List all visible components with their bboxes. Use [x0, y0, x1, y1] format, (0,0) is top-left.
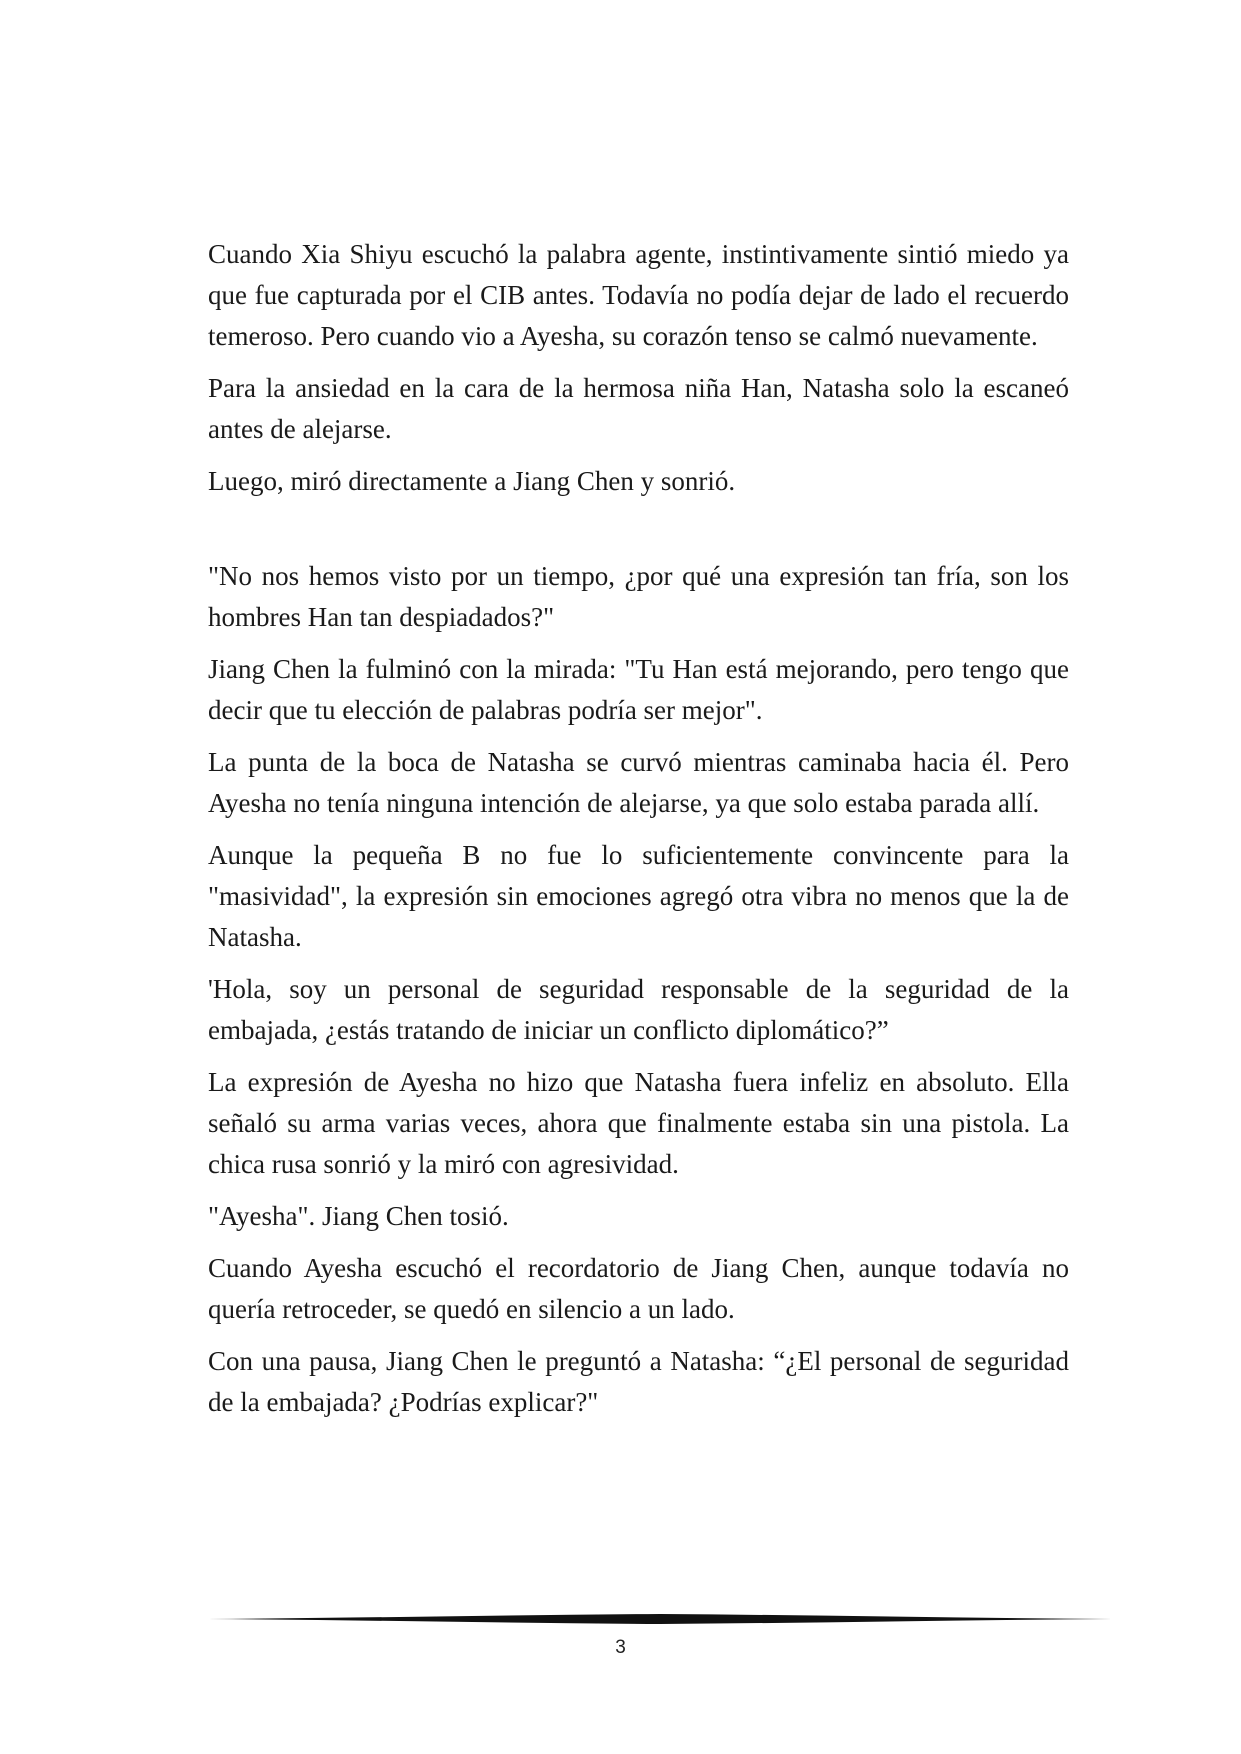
paragraph-5: Jiang Chen la fulminó con la mirada: "Tu Han está mejorando, pero tengo que decir que tu elección de palabras podría ser mejor".	[208, 654, 1069, 725]
paragraph-3: Luego, miró directamente a Jiang Chen y sonrió.	[208, 466, 736, 496]
page-number: 3	[615, 1637, 626, 1658]
paragraph-2: Para la ansiedad en la cara de la hermosa niña Han, Natasha solo la escaneó antes de alejarse.	[208, 373, 1069, 444]
paragraph-1: Cuando Xia Shiyu escuchó la palabra agente, instintivamente sintió miedo ya que fue capturada por el CIB antes. Todavía no podía dejar de lado el recuerdo temeroso. Pero cuando vio a Ayesha, su corazón tenso se calmó nuevamente.	[208, 239, 1069, 351]
paragraph-7: Aunque la pequeña B no fue lo suficientemente convincente para la "masividad", la expresión sin emociones agregó otra vibra no menos que la de Natasha.	[208, 840, 1069, 952]
paragraph-9: La expresión de Ayesha no hizo que Natasha fuera infeliz en absoluto. Ella señaló su arma varias veces, ahora que finalmente estaba sin una pistola. La chica rusa sonrió y la miró con agresividad.	[208, 1067, 1069, 1179]
footer-divider	[208, 1612, 1112, 1626]
body-text	[208, 234, 1069, 1434]
paragraph-6: La punta de la boca de Natasha se curvó mientras caminaba hacia él. Pero Ayesha no tenía ninguna intención de alejarse, ya que solo estaba parada allí.	[208, 747, 1069, 818]
paragraph-11: Cuando Ayesha escuchó el recordatorio de Jiang Chen, aunque todavía no quería retroceder, se quedó en silencio a un lado.	[208, 1253, 1069, 1324]
paragraph-8: 'Hola, soy un personal de seguridad responsable de la seguridad de la embajada, ¿estás tratando de iniciar un conflicto diplomático?”	[208, 974, 1069, 1045]
paragraph-12: Con una pausa, Jiang Chen le preguntó a Natasha: “¿El personal de seguridad de la embajada? ¿Podrías explicar?"	[208, 1346, 1069, 1417]
paragraph-10: "Ayesha". Jiang Chen tosió.	[208, 1201, 509, 1231]
paragraph-4: "No nos hemos visto por un tiempo, ¿por qué una expresión tan fría, son los hombres Han tan despiadados?"	[208, 561, 1069, 632]
